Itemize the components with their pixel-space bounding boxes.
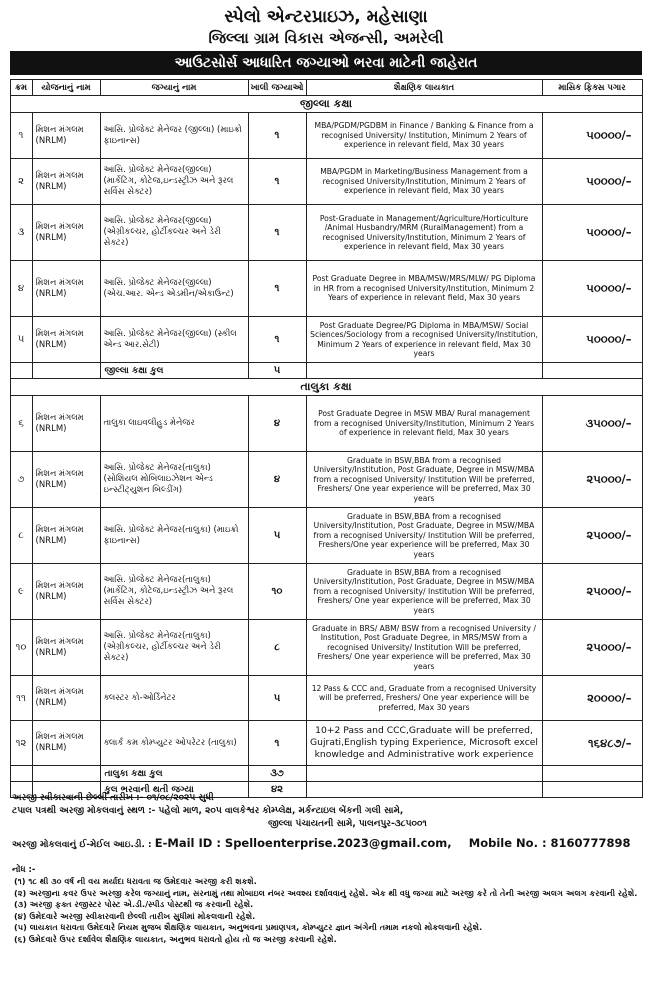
section-taluka — [10, 379, 642, 396]
organization-name: સ્પેલો એન્ટરપ્રાઇઝ, મહેસાણા — [224, 7, 428, 27]
row-vacancy: ૮ — [248, 620, 306, 676]
row-sr: ૪ — [10, 261, 32, 317]
row-scheme: મિશન મંગલમ (NRLM) — [32, 721, 100, 766]
postal-address-line1: ટપાલ પત્રથી અરજી મોકલવાનું સ્થળ :- પહેલો માળ, ૨૦૫ વાલકેશ્વર કોમ્પ્લેક્ષ, મર્કન્ટાઇલ બેંકની ગલી સામે, — [12, 806, 404, 816]
row-scheme: મિશન મંગલમ (NRLM) — [32, 620, 100, 676]
row-sr: ૫ — [10, 317, 32, 363]
district-total-value: ૫ — [248, 363, 306, 379]
row-sr: ૮ — [10, 508, 32, 564]
empty-cell — [306, 363, 542, 379]
row-sr: ૧૦ — [10, 620, 32, 676]
row-post: ક્લાર્ક કમ કોમ્પ્યુટર ઓપરેટર (તાલુકા) — [100, 721, 248, 766]
empty-cell — [10, 363, 32, 379]
taluka-total-row — [10, 766, 642, 782]
row-qualification: 12 Pass & CCC and, Graduate from a recognised University will be preferred, Freshers/ One year experience will be preferred, Max 30 years — [306, 676, 542, 721]
row-pay: ૫૦૦૦૦/– — [542, 159, 642, 205]
row-vacancy: ૫ — [248, 508, 306, 564]
table-row — [10, 508, 642, 564]
row-sr: ૨ — [10, 159, 32, 205]
row-sr: ૧૧ — [10, 676, 32, 721]
district-total-label: જીલ્લા કક્ષા કુલ — [100, 363, 248, 379]
row-vacancy: ૧ — [248, 113, 306, 159]
row-vacancy: ૧૦ — [248, 564, 306, 620]
notice-banner: આઉટસોર્સ આધારિત જગ્યાઓ ભરવા માટેની જાહેરાત — [10, 51, 642, 75]
notice-footer — [12, 792, 640, 945]
row-pay: ૨૫૦૦૦/– — [542, 620, 642, 676]
row-pay: ૧૬૪૮૭/– — [542, 721, 642, 766]
row-pay: ૫૦૦૦૦/– — [542, 317, 642, 363]
row-post: આસિ. પ્રોજેક્ટ મેનેજર(તાલુકા) (માર્કેટિંગ, કોટેજ,ઇન્ડસ્ટ્રીઝ અને રૂરલ સર્વિસ સેક્ટર) — [100, 564, 248, 620]
grand-total-value: ૪૨ — [248, 782, 306, 798]
empty-cell — [32, 766, 100, 782]
row-post: આસિ. પ્રોજેક્ટ મેનેજર(જીલ્લા) (એગ્રીકલ્ચર, હોર્ટીકલ્ચર અને ડેરી સેક્ટર) — [100, 205, 248, 261]
row-scheme: મિશન મંગલમ (NRLM) — [32, 159, 100, 205]
notice-header — [0, 0, 652, 75]
empty-cell — [542, 363, 642, 379]
table-header-row — [10, 80, 642, 96]
row-post: આસિ. પ્રોજેક્ટ મેનેજર(તાલુકા) (માઇક્રો ફાઇનાન્સ) — [100, 508, 248, 564]
row-sr: ૩ — [10, 205, 32, 261]
postal-address-line2: જીલ્લા પંચાયતની સામે, પાલનપુર-૩૮૫૦૦૧ — [268, 819, 427, 829]
row-vacancy: ૪ — [248, 452, 306, 508]
row-vacancy: ૧ — [248, 159, 306, 205]
row-post: આસિ. પ્રોજેક્ટ મેનેજર(તાલુકા) (સોશિયલ મોબિલાઇઝેશન એન્ડ ઇન્સ્ટીટ્યુશન બિલ્ડીંગ) — [100, 452, 248, 508]
table-row — [10, 564, 642, 620]
header-scheme: યોજનાનું નામ — [32, 80, 100, 96]
row-qualification: Graduate in BSW,BBA from a recognised University/Institution, Post Graduate, Degree in MSW/MBA from a recognised University/ Institution Will be preferred, Freshers/ One year experience will be preferred, Max 30 years — [306, 452, 542, 508]
row-vacancy: ૫ — [248, 676, 306, 721]
table-row — [10, 113, 642, 159]
row-vacancy: ૧ — [248, 721, 306, 766]
row-qualification: 10+2 Pass and CCC,Graduate will be preferred, Gujrati,English typing Experience, Microsoft excel knowledge and Administrative work experience — [306, 721, 542, 766]
row-qualification: Graduate in BSW,BBA from a recognised University/Institution, Post Graduate, Degree in MSW/MBA from a recognised University/ Institution Will be preferred, Freshers/One year experience will be preferred, Max 30 years — [306, 508, 542, 564]
row-pay: ૨૫૦૦૦/– — [542, 452, 642, 508]
agency-name: જિલ્લા ગ્રામ વિકાસ એજન્સી, અમરેલી — [208, 29, 444, 47]
note-item: (૧) ૧૮ થી ૩૦ વર્ષ ની વય મર્યાદા ધરાવતા જ ઉમેદવાર અરજી કરી શકશે. — [14, 876, 257, 886]
row-post: આસિ. પ્રોજેક્ટ મેનેજર(જીલ્લા) (સ્કીલ એન્ડ આર.સેટી) — [100, 317, 248, 363]
row-post: આસિ. પ્રોજેક્ટ મેનેજર(જીલ્લા) (એચ.આર. એન્ડ એડમીન/એકાઉન્ટ) — [100, 261, 248, 317]
header-sr: ક્રમ — [10, 80, 32, 96]
row-qualification: Post-Graduate in Management/Agriculture/Horticulture /Animal Husbandry/MRM (RuralManagement) from a recognised University/Institution, Minimum 2 Years of experience in relevant field, Max 30 years — [306, 205, 542, 261]
table-row — [10, 159, 642, 205]
row-pay: ૫૦૦૦૦/– — [542, 113, 642, 159]
row-scheme: મિશન મંગલમ (NRLM) — [32, 205, 100, 261]
note-item: (૪) ઉમેદવારે અરજી સ્વીકારવાની છેલ્લી તારીખ સુધીમાં મોકલવાની રહેશે. — [14, 910, 256, 921]
row-scheme: મિશન મંગલમ (NRLM) — [32, 564, 100, 620]
email-address: E-Mail ID : Spelloenterprise.2023@gmail.com, — [154, 836, 452, 850]
section-district — [10, 96, 642, 113]
contact-row — [12, 835, 640, 853]
row-scheme: મિશન મંગલમ (NRLM) — [32, 508, 100, 564]
table-row — [10, 620, 642, 676]
table-row — [10, 205, 642, 261]
row-vacancy: ૧ — [248, 317, 306, 363]
row-scheme: મિશન મંગલમ (NRLM) — [32, 396, 100, 452]
row-pay: ૫૦૦૦૦/– — [542, 261, 642, 317]
table-row — [10, 396, 642, 452]
row-qualification: Graduate in BRS/ ABM/ BSW from a recognised University / Institution, Post Graduate Degree, in MRS/MSW from a recognised University/ Institution Will be preferred, Freshers/ One year experience will be preferred, Max 30 years — [306, 620, 542, 676]
empty-cell — [306, 766, 542, 782]
mobile-number: Mobile No. : 8160777898 — [468, 836, 631, 850]
table-row — [10, 721, 642, 766]
row-post: આસિ. પ્રોજેક્ટ મેનેજર(તાલુકા) (એગ્રીકલ્ચર, હોર્ટીકલ્ચર અને ડેરી સેક્ટર) — [100, 620, 248, 676]
row-pay: ૫૦૦૦૦/– — [542, 205, 642, 261]
row-vacancy: ૧ — [248, 205, 306, 261]
note-item: (૫) લાયકાત ધરાવતા ઉમેદવારે નિયમ મુજબ શૈક્ષણિક લાયકાત, અનુભવના પ્રમાણપત્ર, કોમ્પ્યુટર જ્ઞાન અંગેની તમામ નકલો મોકલવાની રહેશે. — [14, 922, 483, 932]
note-item: (૨) અરજીના કવર ઉપર અરજી કરેલ જગ્યાનું નામ, સરનામું તથા મોબાઇલ નંબર અવશ્ય દર્શાવવાનું રહેશે. એક થી વધુ જગ્યા માટે અરજી કરે તો તેની અરજી અલગ અલગ કરવાની રહેશે. — [14, 887, 638, 898]
empty-cell — [32, 363, 100, 379]
row-post: આસિ. પ્રોજેક્ટ મેનેજર(જીલ્લા) (માર્કેટિંગ, કોટેજ,ઇન્ડસ્ટ્રીઝ અને રૂરલ સર્વિસ સેક્ટર) — [100, 159, 248, 205]
grand-total-label: કુલ ભરવાની થતી જગ્યા — [100, 782, 248, 798]
header-pay: માસિક ફિક્સ પગાર — [542, 80, 642, 96]
table-row — [10, 261, 642, 317]
notes-block — [12, 865, 640, 945]
row-pay: ૨૫૦૦૦/– — [542, 508, 642, 564]
row-scheme: મિશન મંગલમ (NRLM) — [32, 317, 100, 363]
empty-cell — [542, 766, 642, 782]
row-scheme: મિશન મંગલમ (NRLM) — [32, 113, 100, 159]
table-row — [10, 452, 642, 508]
row-qualification: Post Graduate Degree in MBA/MSW/MRS/MLW/ PG Diploma in HR from a recognised University/Institution, Minimum 2 Years of experience in relevant field, Max 30 years — [306, 261, 542, 317]
row-scheme: મિશન મંગલમ (NRLM) — [32, 452, 100, 508]
row-post: આસિ. પ્રોજેક્ટ મેનેજર (જીલ્લા) (માઇક્રો ફાઇનાન્સ) — [100, 113, 248, 159]
email-label: અરજી મોકલવાનું ઈ-મેઈલ આઇ.ડી. : — [12, 840, 152, 850]
note-item: (૬) ઉમેદવારે ઉપર દર્શાવેલ શૈક્ષણિક લાયકાત, અનુભવ ધરાવતો હોય તો જ અરજી કરવાની રહેશે. — [14, 933, 337, 944]
last-date: અરજી સ્વીકારવાની છેલ્લી તારીખ :- ૦૧/૦૮/૨૦૨૫ સુધી — [12, 793, 214, 803]
district-total-row — [10, 363, 642, 379]
row-sr: ૭ — [10, 452, 32, 508]
taluka-total-value: ૩૭ — [248, 766, 306, 782]
row-sr: ૧ — [10, 113, 32, 159]
note-item: (૩) અરજી ફક્ત રજીસ્ટર પોસ્ટ એ.ડી./સ્પીડ પોસ્ટથી જ કરવાની રહેશે. — [14, 899, 254, 909]
header-post: જગ્યાનું નામ — [100, 80, 248, 96]
table-row — [10, 676, 642, 721]
row-sr: ૬ — [10, 396, 32, 452]
table-row — [10, 317, 642, 363]
row-pay: ૨૫૦૦૦/– — [542, 564, 642, 620]
row-vacancy: ૪ — [248, 396, 306, 452]
row-scheme: મિશન મંગલમ (NRLM) — [32, 261, 100, 317]
row-pay: ૩૫૦૦૦/– — [542, 396, 642, 452]
notes-title: નોંધ :- — [12, 865, 36, 875]
row-post: ક્લસ્ટર કો-ઓર્ડિનેટર — [100, 676, 248, 721]
section-district-label: જીલ્લા કક્ષા — [10, 96, 642, 113]
empty-cell — [10, 766, 32, 782]
row-qualification: MBA/PGDM/PGDBM in Finance / Banking & Finance from a recognised University/ Institution, Minimum 2 Years of experience in relevant field, Max 30 years — [306, 113, 542, 159]
section-taluka-label: તાલુકા કક્ષા — [10, 379, 642, 396]
taluka-total-label: તાલુકા કક્ષા કુલ — [100, 766, 248, 782]
header-qualification: શૈક્ષણિક લાયકાત — [306, 80, 542, 96]
row-qualification: Post Graduate Degree/PG Diploma in MBA/MSW/ Social Sciences/Sociology from a recognised University/Institution, Minimum 2 Years of experience in relevant field, Max 30 years — [306, 317, 542, 363]
row-vacancy: ૧ — [248, 261, 306, 317]
row-post: તાલુકા લાઇવલીહુડ મેનેજર — [100, 396, 248, 452]
row-qualification: MBA/PGDM in Marketing/Business Management from a recognised University/Institution, Minimum 2 Years of experience in relevant field, Max 30 years — [306, 159, 542, 205]
row-qualification: Post Graduate Degree in MSW MBA/ Rural management from a recognised University/Institution, Minimum 2 Years of experience in relevant field, Max 30 years — [306, 396, 542, 452]
row-pay: ૨૦૦૦૦/– — [542, 676, 642, 721]
row-sr: ૯ — [10, 564, 32, 620]
row-qualification: Graduate in BSW,BBA from a recognised University/Institution, Post Graduate, Degree in MSW/MBA from a recognised University/ Institution Will be preferred, Freshers/ One year experience will be preferred, Max 30 years — [306, 564, 542, 620]
header-vacancy: ખાલી જગ્યાઓ — [248, 80, 306, 96]
row-sr: ૧૨ — [10, 721, 32, 766]
vacancy-table — [10, 79, 643, 798]
row-scheme: મિશન મંગલમ (NRLM) — [32, 676, 100, 721]
